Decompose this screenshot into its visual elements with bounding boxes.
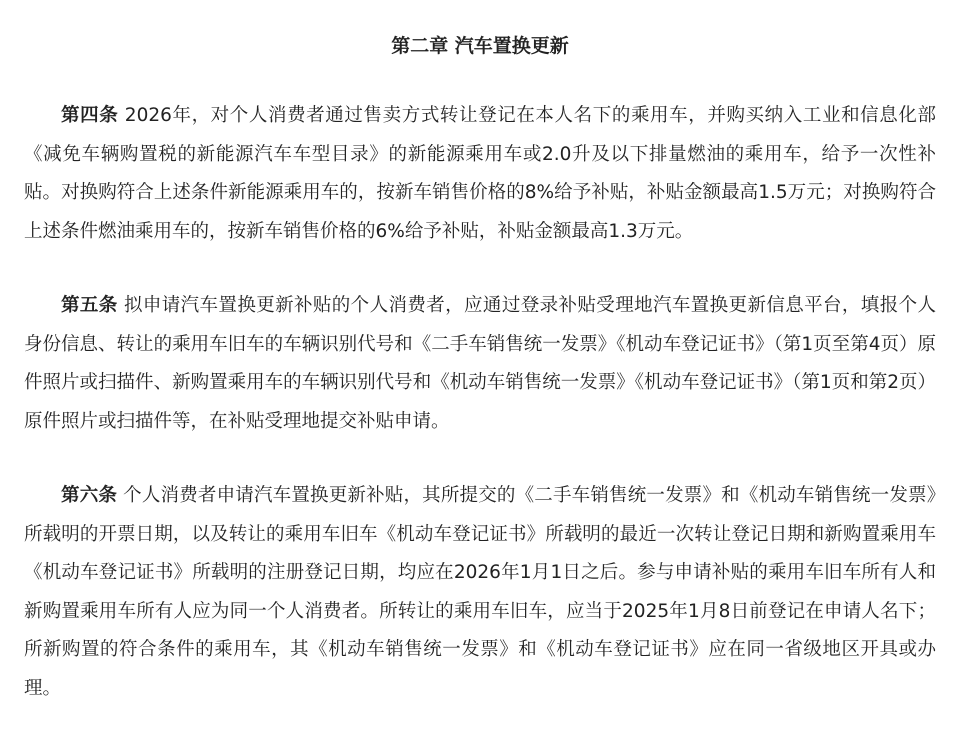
- article-5-text: 拟申请汽车置换更新补贴的个人消费者，应通过登录补贴受理地汽车置换更新信息平台，填报个人身份信息、转让的乘用车旧车的车辆识别代号和《二手车销售统一发票》《机动车登记证书》（第1页至第4页）原件照片或扫描件、新购置乘用车的车辆识别代号和《机动车销售统一发票》《机动车登记证书》（第1页和第2页）原件照片或扫描件等，在补贴受理地提交补贴申请。: [24, 295, 936, 432]
- article-6: [24, 477, 936, 708]
- article-4: [24, 97, 936, 251]
- article-4-text: 2026年，对个人消费者通过售卖方式转让登记在本人名下的乘用车，并购买纳入工业和信息化部《减免车辆购置税的新能源汽车车型目录》的新能源乘用车或2.0升及以下排量燃油的乘用车，给予一次性补贴。对换购符合上述条件新能源乘用车的，按新车销售价格的8%给予补贴，补贴金额最高1.5万元；对换购符合上述条件燃油乘用车的，按新车销售价格的6%给予补贴，补贴金额最高1.3万元。: [24, 105, 936, 242]
- article-6-text: 个人消费者申请汽车置换更新补贴，其所提交的《二手车销售统一发票》和《机动车销售统一发票》所载明的开票日期，以及转让的乘用车旧车《机动车登记证书》所载明的最近一次转让登记日期和新购置乘用车《机动车登记证书》所载明的注册登记日期，均应在2026年1月1日之后。参与申请补贴的乘用车旧车所有人和新购置乘用车所有人应为同一个人消费者。所转让的乘用车旧车，应当于2025年1月8日前登记在申请人名下；所新购置的符合条件的乘用车，其《机动车销售统一发票》和《机动车登记证书》应在同一省级地区开具或办理。: [24, 485, 936, 699]
- article-5: [24, 287, 936, 441]
- article-4-label: 第四条: [61, 105, 119, 126]
- chapter-title: 第二章 汽车置换更新: [391, 35, 569, 57]
- article-5-label: 第五条: [61, 295, 118, 316]
- article-6-label: 第六条: [61, 485, 118, 506]
